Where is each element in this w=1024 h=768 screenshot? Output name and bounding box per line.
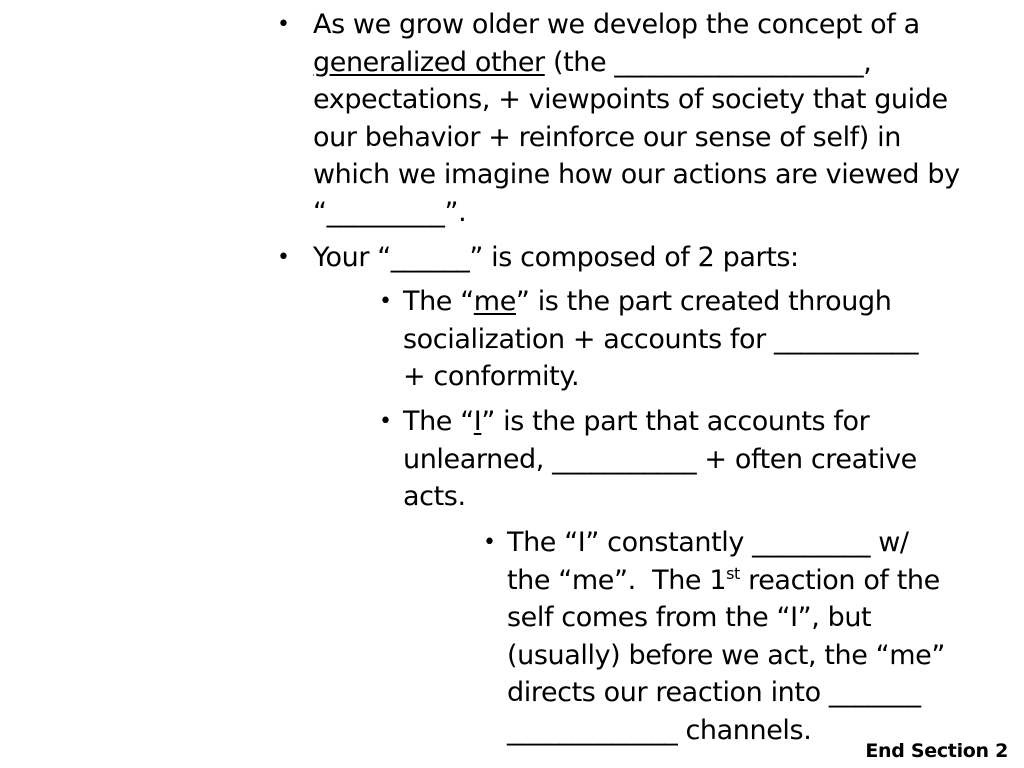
text-line: The “I” constantly _________ w/ <box>507 527 909 558</box>
text-line: _____________ channels. <box>507 714 812 746</box>
text-line <box>507 562 945 600</box>
bullet-dot: • <box>277 12 290 37</box>
term-generalized-other: generalized other <box>313 46 545 78</box>
text-line: acts. <box>403 481 466 512</box>
text-fragment: the “me”. The 1 <box>507 564 727 596</box>
text-fragment: reaction of the <box>739 564 940 596</box>
text-line: (usually) before we act, the “me” <box>507 639 945 671</box>
text-line <box>403 403 917 441</box>
bullet-i-vs-me <box>483 524 945 749</box>
bullet-me <box>379 283 919 396</box>
text-line: socialization + accounts for ___________ <box>403 323 919 355</box>
text-fragment: (the ___________________, <box>544 46 872 78</box>
bullet-dot: • <box>379 289 392 314</box>
text-fragment: The “ <box>403 286 474 317</box>
text-line: which we imagine how our actions are viewed by <box>313 159 960 190</box>
text-line: unlearned, ___________ + often creative <box>403 443 917 475</box>
text-line <box>403 283 918 321</box>
text-fragment: The “ <box>403 406 474 437</box>
bullet-self-parts <box>277 239 799 277</box>
text-line: expectations, + viewpoints of society that guide <box>313 84 948 115</box>
bullet-dot: • <box>277 245 290 270</box>
superscript-st: st <box>726 563 740 583</box>
text-line: our behavior + reinforce our sense of self) in <box>313 121 901 153</box>
text-line: directs our reaction into _______ <box>507 677 921 708</box>
bullet-dot: • <box>379 409 392 434</box>
bullet-i <box>379 403 917 516</box>
end-section-label: End Section 2 <box>865 740 1008 762</box>
text-line: “_________”. <box>313 196 467 228</box>
bullet-generalized-other <box>277 6 960 231</box>
text-fragment: ” is the part created through <box>515 286 892 317</box>
text-line: As we grow older we develop the concept of a <box>313 9 920 40</box>
text-line: self comes from the “I”, but <box>507 602 872 633</box>
term-me: me <box>473 286 516 317</box>
text-line: Your “______” is composed of 2 parts: <box>313 242 799 273</box>
text-line: + conformity. <box>403 361 580 392</box>
term-i: I <box>473 406 482 437</box>
bullet-dot: • <box>483 530 496 555</box>
text-fragment: ” is the part that accounts for <box>481 406 870 437</box>
text-line <box>313 44 960 82</box>
